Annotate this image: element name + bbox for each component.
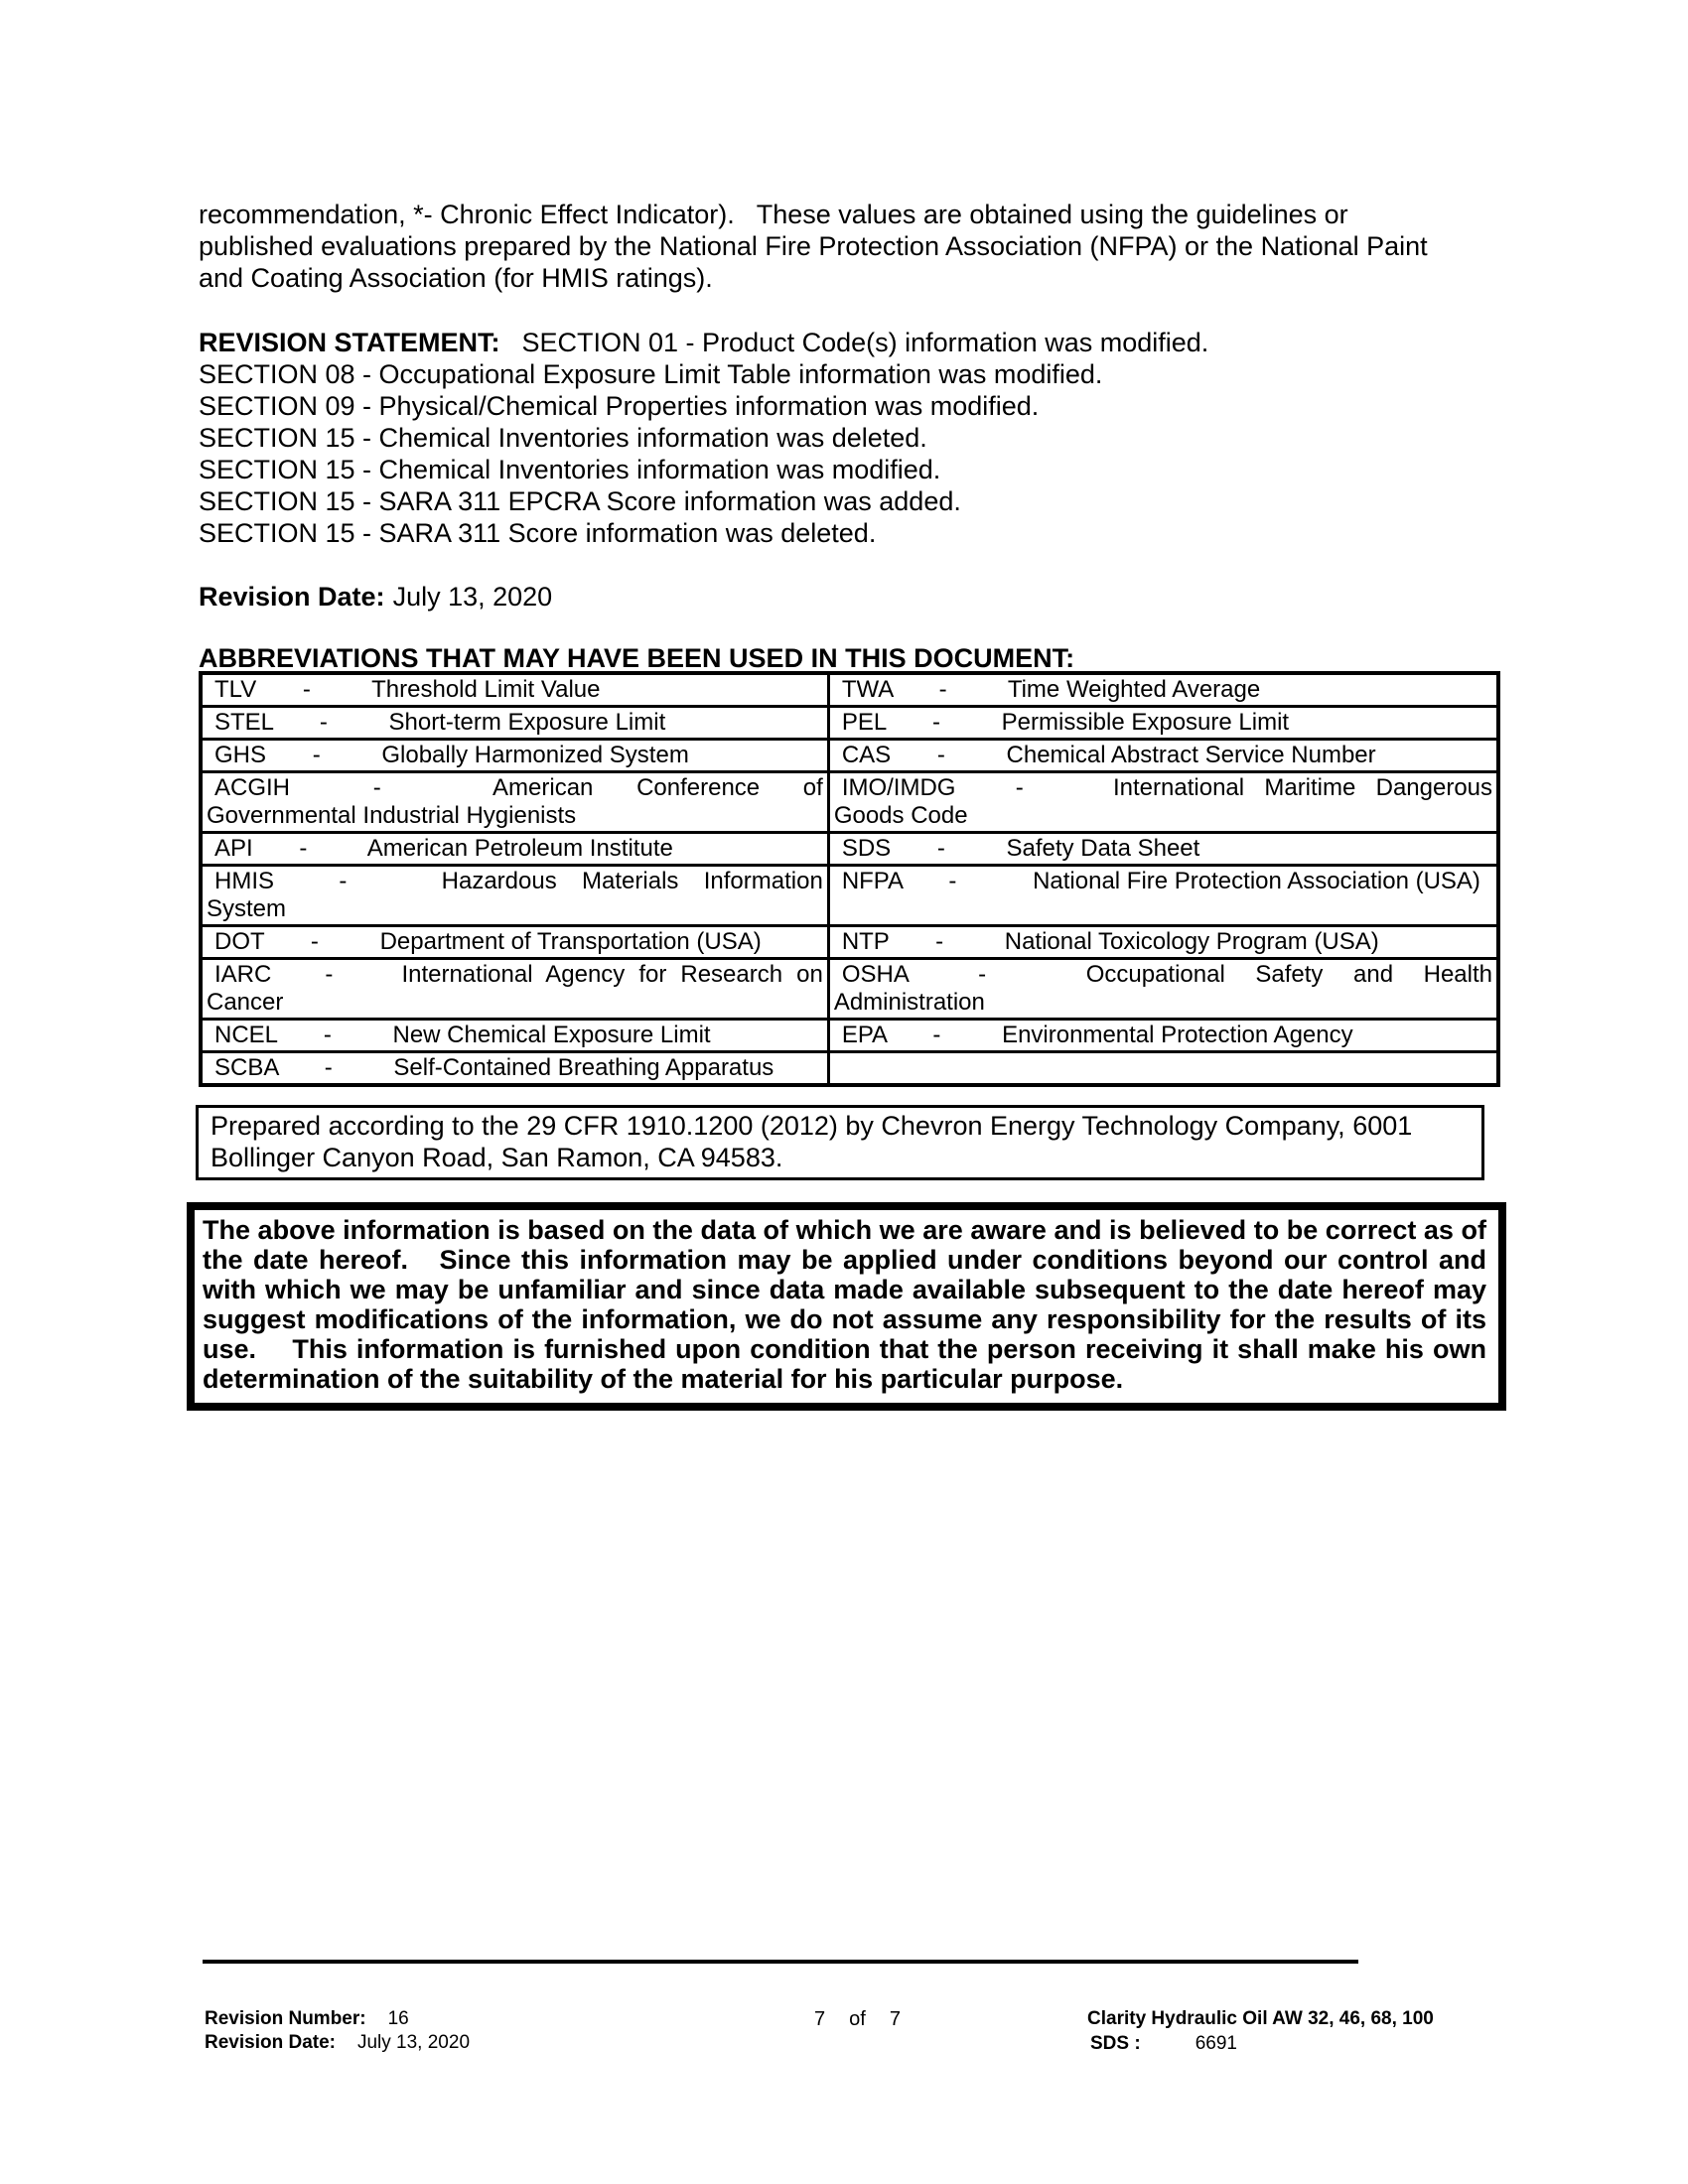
abbr-cell	[828, 959, 1498, 1020]
abbr-separator: -	[299, 835, 308, 862]
abbr-separator: -	[948, 868, 957, 894]
revision-statement-item: SECTION 01 - Product Code(s) information was modified.	[521, 328, 1209, 357]
footer-divider	[203, 1960, 1358, 1964]
abbr-separator: -	[931, 709, 940, 736]
abbr-separator: -	[325, 961, 334, 988]
abbr-code: ACGIH	[214, 774, 291, 801]
abbr-cell	[828, 1020, 1498, 1052]
abbr-definition: American Conference of Governmental Industrial Hygienists	[207, 774, 823, 829]
footer-revision-date-value: July 13, 2020	[356, 2032, 471, 2053]
abbr-definition: National Fire Protection Association (USA)	[1033, 868, 1480, 894]
revision-number-label: Revision Number:	[205, 2008, 366, 2029]
abbr-definition: Chemical Abstract Service Number	[1006, 742, 1376, 768]
abbr-definition: Department of Transportation (USA)	[379, 928, 762, 955]
footer-revision-date-label: Revision Date:	[205, 2032, 336, 2053]
abbr-code: NTP	[841, 928, 890, 955]
abbr-definition: International Maritime Dangerous Goods Code	[833, 774, 1493, 829]
page-current: 7	[814, 2008, 826, 2030]
abbr-separator: -	[935, 928, 944, 955]
table-row	[201, 1052, 1498, 1086]
abbr-separator: -	[319, 709, 328, 736]
prepared-note-text: Prepared according to the 29 CFR 1910.1200 (2012) by Chevron Energy Technology Company, 6001 Bollinger Canyon Road, San Ramon, CA 94583.	[211, 1111, 1413, 1172]
footer-product-block	[1077, 2007, 1457, 2056]
footer-revision-block	[205, 2007, 470, 2055]
abbr-cell	[201, 866, 828, 926]
abbr-code: GHS	[214, 742, 267, 768]
table-row	[201, 707, 1498, 740]
abbr-cell	[201, 926, 828, 959]
abbr-definition: International Agency for Research on Cancer	[207, 961, 823, 1016]
abbr-separator: -	[372, 774, 381, 801]
abbr-definition: National Toxicology Program (USA)	[1004, 928, 1379, 955]
abbr-code: NCEL	[214, 1022, 278, 1048]
abbr-separator: -	[938, 676, 947, 703]
table-row	[201, 866, 1498, 926]
revision-statement-item: SECTION 09 - Physical/Chemical Properties information was modified.	[199, 391, 1040, 421]
revision-statement-first-line	[199, 327, 1509, 358]
abbr-code: IARC	[214, 961, 272, 988]
abbr-separator: -	[1015, 774, 1024, 801]
abbr-cell	[828, 707, 1498, 740]
product-name: Clarity Hydraulic Oil AW 32, 46, 68, 100	[1087, 2008, 1434, 2029]
abbr-cell	[201, 740, 828, 772]
abbr-separator: -	[978, 961, 987, 988]
abbr-code: SCBA	[214, 1054, 279, 1081]
sds-value: 6691	[1195, 2033, 1237, 2054]
abbr-separator: -	[339, 868, 348, 894]
abbr-separator: -	[932, 1022, 941, 1048]
abbr-code: CAS	[841, 742, 892, 768]
abbr-code: TLV	[214, 676, 257, 703]
abbr-cell	[828, 673, 1498, 707]
revision-statement-item: SECTION 08 - Occupational Exposure Limit Table information was modified.	[199, 359, 1103, 389]
abbr-cell-empty	[828, 1052, 1498, 1086]
abbr-cell	[201, 772, 828, 833]
abbreviations-table	[199, 671, 1500, 1087]
abbr-cell	[201, 1020, 828, 1052]
revision-date-value: July 13, 2020	[392, 582, 553, 612]
abbr-cell	[828, 740, 1498, 772]
revision-statement-label: REVISION STATEMENT:	[199, 328, 500, 357]
abbr-separator: -	[302, 676, 311, 703]
abbr-code: PEL	[841, 709, 887, 736]
revision-statement-item: SECTION 15 - Chemical Inventories information was modified.	[199, 455, 941, 484]
abbr-separator: -	[936, 835, 945, 862]
sds-label: SDS :	[1090, 2033, 1141, 2054]
abbr-cell	[201, 959, 828, 1020]
abbr-cell	[201, 1052, 828, 1086]
abbr-separator: -	[312, 742, 321, 768]
abbr-code: IMO/IMDG	[841, 774, 956, 801]
footer-revision-number-line	[205, 2007, 470, 2031]
revision-number-value: 16	[387, 2008, 409, 2029]
abbr-definition: Time Weighted Average	[1007, 676, 1261, 703]
abbr-definition: Short-term Exposure Limit	[388, 709, 666, 736]
abbr-code: SDS	[841, 835, 892, 862]
revision-statement-item: SECTION 15 - Chemical Inventories information was deleted.	[199, 423, 927, 453]
sds-line	[1077, 2032, 1457, 2056]
abbr-definition: American Petroleum Institute	[366, 835, 673, 862]
abbr-code: TWA	[841, 676, 893, 703]
intro-paragraph: recommendation, *- Chronic Effect Indicator). These values are obtained using the guidelines or published evaluations prepared by the National Fire Protection Association (NFPA) or the National Paint and Coating Association (for HMIS ratings).	[199, 200, 1428, 293]
table-row	[201, 1020, 1498, 1052]
revision-date-label: Revision Date:	[199, 582, 385, 612]
abbr-code: STEL	[214, 709, 274, 736]
abbreviations-heading: ABBREVIATIONS THAT MAY HAVE BEEN USED IN THIS DOCUMENT:	[199, 643, 1075, 673]
abbr-definition: Environmental Protection Agency	[1002, 1022, 1353, 1048]
abbr-code: API	[214, 835, 253, 862]
abbr-code: DOT	[214, 928, 265, 955]
abbr-code: HMIS	[214, 868, 274, 894]
prepared-note-box	[196, 1105, 1484, 1180]
abbr-definition: Hazardous Materials Information System	[207, 868, 823, 922]
abbr-definition: New Chemical Exposure Limit	[392, 1022, 711, 1048]
page-total: 7	[889, 2008, 901, 2030]
table-row	[201, 959, 1498, 1020]
revision-date	[199, 581, 552, 613]
abbr-cell	[828, 926, 1498, 959]
revision-statement-item: SECTION 15 - SARA 311 EPCRA Score information was added.	[199, 486, 961, 516]
abbr-definition: Permissible Exposure Limit	[1001, 709, 1290, 736]
abbr-separator: -	[310, 928, 319, 955]
table-row	[201, 740, 1498, 772]
page-of-label: of	[849, 2008, 866, 2030]
disclaimer-box	[187, 1202, 1506, 1411]
abbr-code: NFPA	[841, 868, 903, 894]
disclaimer-text: The above information is based on the data of which we are aware and is believed to be correct as of the date hereof. Since this information may be applied under conditions beyond our control and with which we may be unfamiliar and since data made available subsequent to the date hereof may suggest modifications of the information, we do not assume any responsibility for the results of its use. This information is furnished upon condition that the person receiving it shall make his own determination of the suitability of the material for his particular purpose.	[203, 1215, 1486, 1394]
abbr-definition: Occupational Safety and Health Administration	[833, 961, 1493, 1016]
table-row	[201, 833, 1498, 866]
abbr-definition: Self-Contained Breathing Apparatus	[393, 1054, 774, 1081]
abbr-cell	[201, 673, 828, 707]
footer-revision-date-line	[205, 2031, 470, 2055]
abbr-definition: Threshold Limit Value	[371, 676, 601, 703]
abbr-cell	[201, 707, 828, 740]
abbr-cell	[828, 866, 1498, 926]
abbr-code: EPA	[841, 1022, 887, 1048]
abbr-separator: -	[323, 1022, 332, 1048]
table-row	[201, 926, 1498, 959]
abbr-cell	[201, 833, 828, 866]
abbr-separator: -	[936, 742, 945, 768]
abbr-definition: Safety Data Sheet	[1006, 835, 1200, 862]
abbr-cell	[828, 833, 1498, 866]
abbr-cell	[828, 772, 1498, 833]
page-number	[814, 2007, 901, 2031]
abbr-code: OSHA	[841, 961, 909, 988]
abbr-separator: -	[324, 1054, 333, 1081]
revision-statement-item: SECTION 15 - SARA 311 Score information was deleted.	[199, 518, 877, 548]
table-row	[201, 673, 1498, 707]
abbr-definition: Globally Harmonized System	[381, 742, 689, 768]
table-row	[201, 772, 1498, 833]
revision-statement	[199, 327, 1509, 549]
